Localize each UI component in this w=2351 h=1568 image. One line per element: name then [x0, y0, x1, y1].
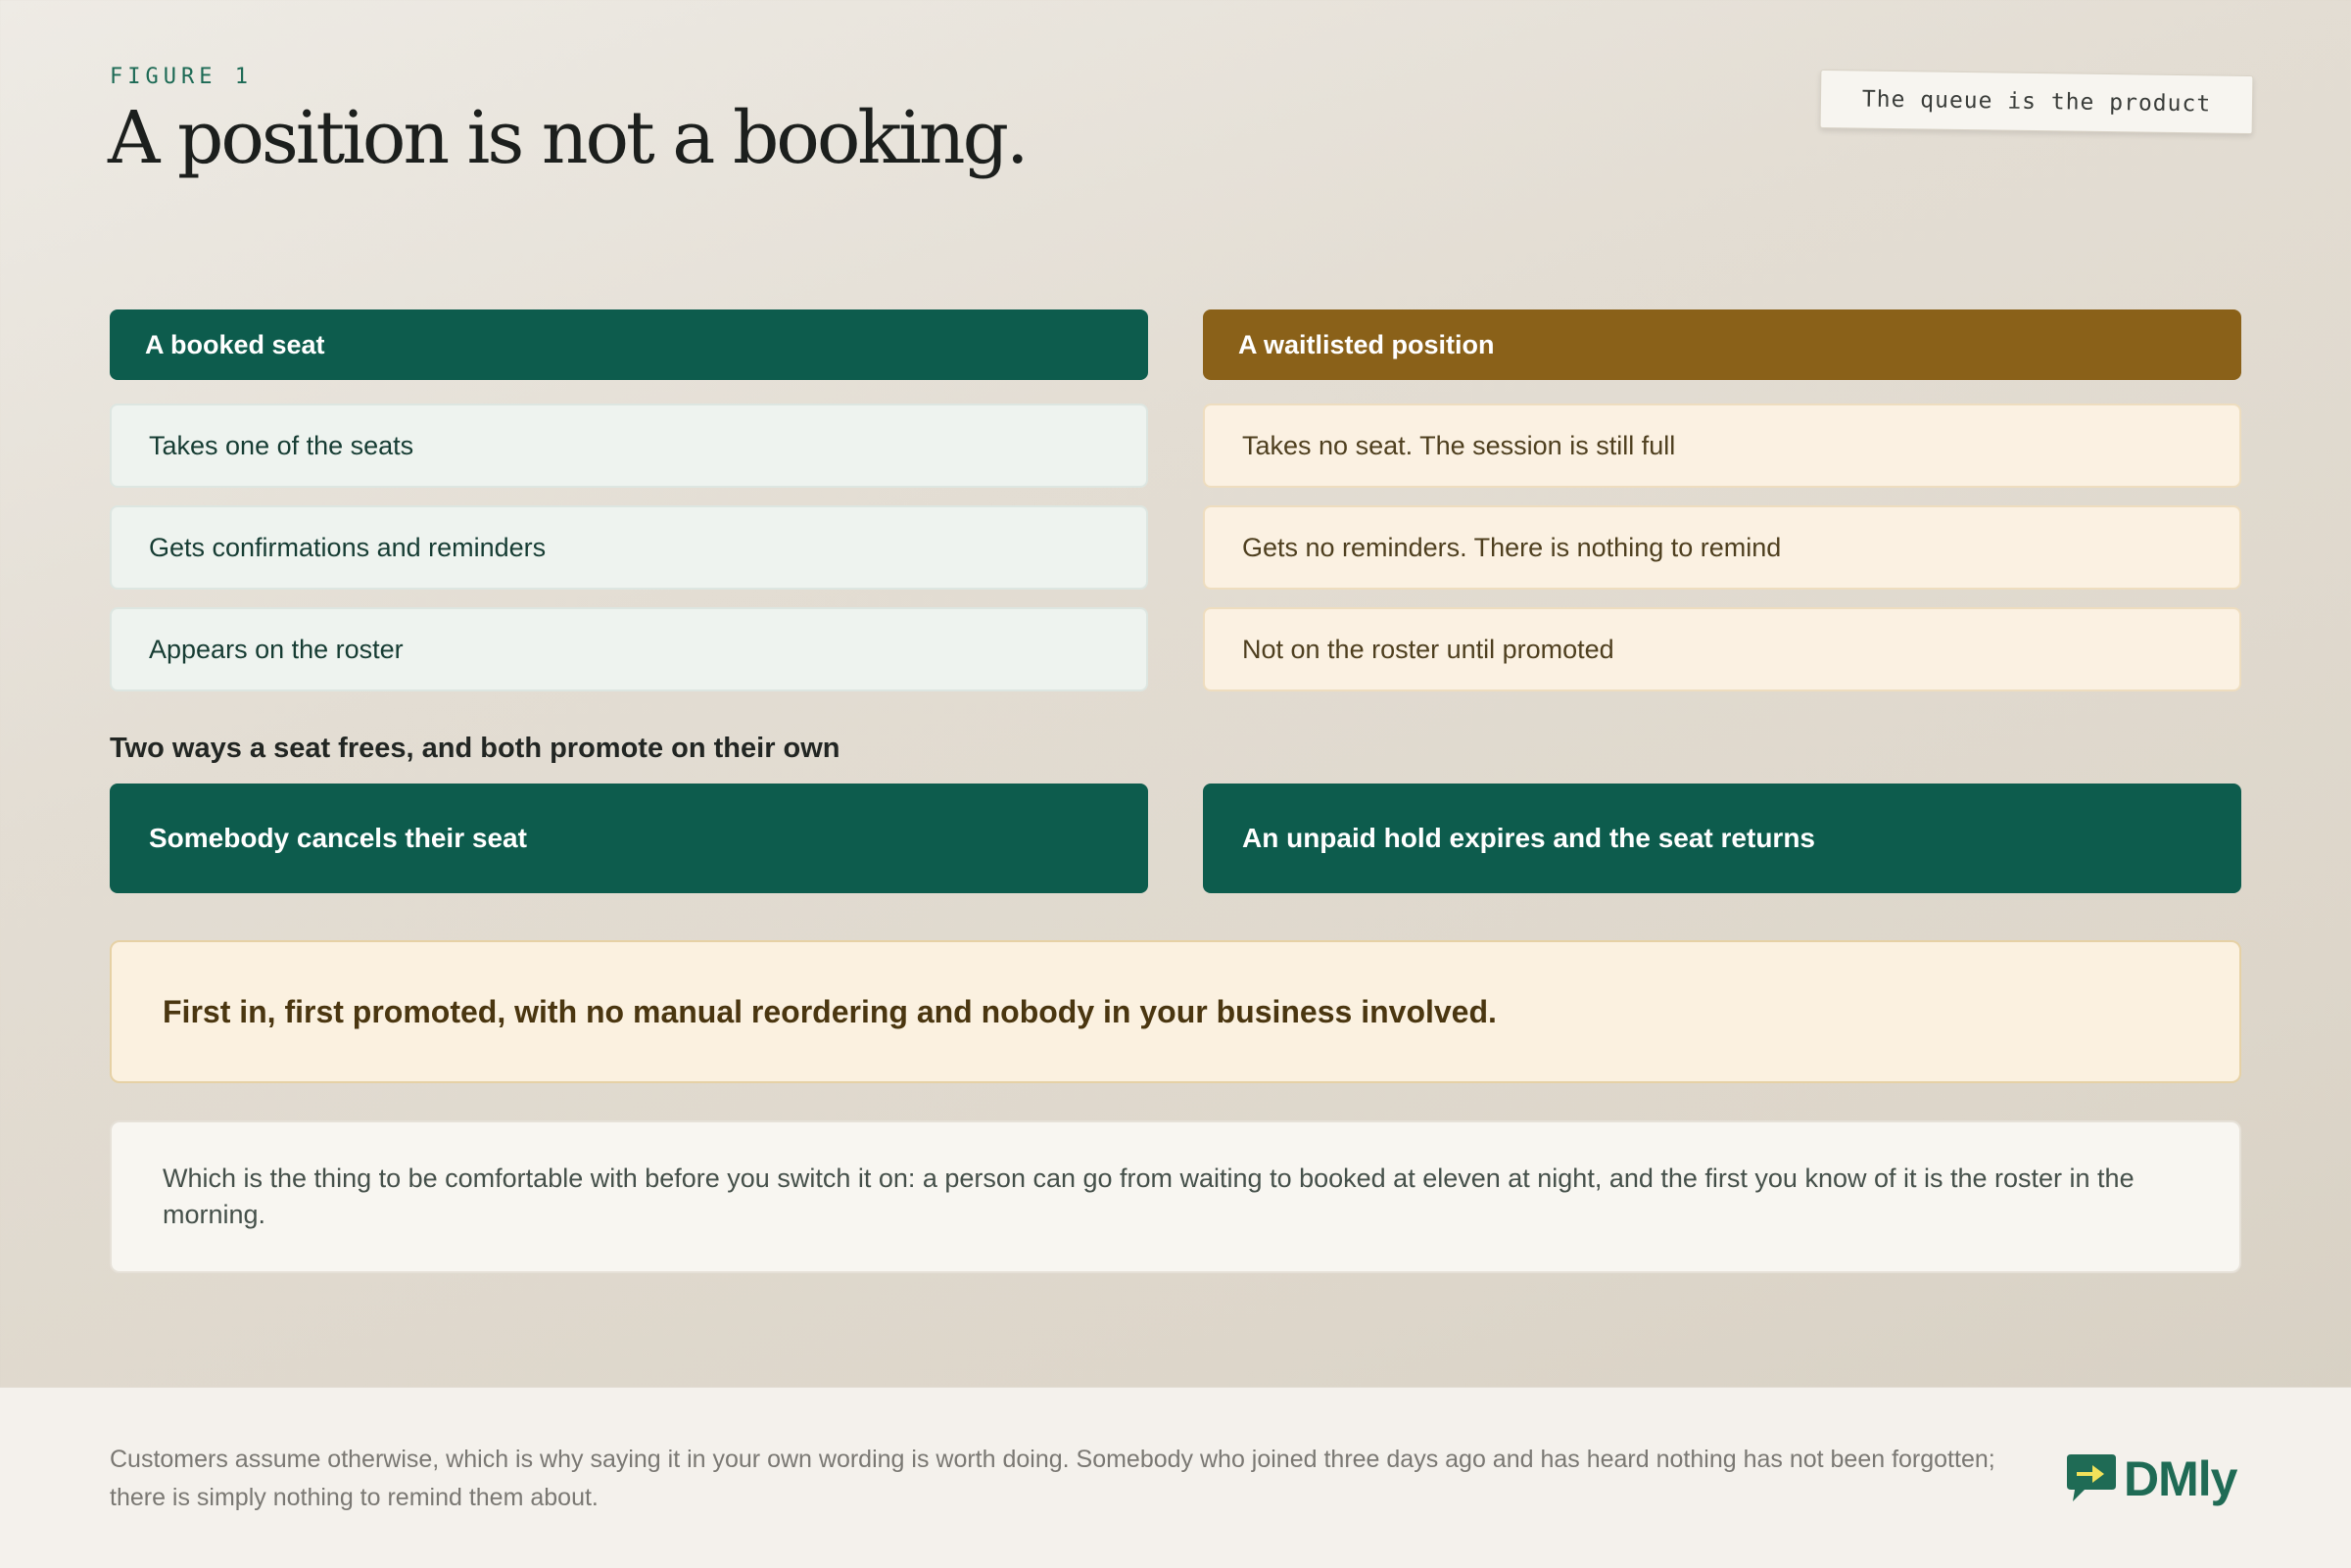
booked-item: Appears on the roster — [110, 607, 1148, 691]
promotion-rule-callout: First in, first promoted, with no manual reordering and nobody in your business involved. — [110, 940, 2241, 1083]
logo-wordmark: DMly — [2124, 1451, 2237, 1506]
footer — [0, 1387, 2351, 1568]
page-title: A position is not a booking. — [108, 96, 1027, 180]
explanatory-note: Which is the thing to be comfortable with before you switch it on: a person can go from waiting to booked at eleven at night, and the first you know of it is the roster in the morning. — [110, 1120, 2241, 1273]
figure-label: FIGURE 1 — [110, 65, 253, 89]
brand-logo[interactable] — [2063, 1450, 2236, 1507]
booked-seat-header: A booked seat — [110, 309, 1148, 380]
booked-item: Takes one of the seats — [110, 404, 1148, 488]
chat-bubble-arrow-icon — [2063, 1452, 2120, 1505]
triggers-heading: Two ways a seat frees, and both promote on their own — [110, 733, 840, 764]
waitlisted-item: Takes no seat. The session is still full — [1203, 404, 2241, 488]
footer-text: Customers assume otherwise, which is why saying it in your own wording is worth doing. Somebody who joined three days ago and has heard nothing has not been forgotten; there is simply nothing to remind them about. — [110, 1446, 1995, 1511]
tagline-note: The queue is the product — [1820, 70, 2254, 134]
booked-item: Gets confirmations and reminders — [110, 505, 1148, 590]
trigger-cancel: Somebody cancels their seat — [110, 784, 1148, 893]
trigger-hold-expires: An unpaid hold expires and the seat returns — [1203, 784, 2241, 893]
waitlisted-item: Gets no reminders. There is nothing to remind — [1203, 505, 2241, 590]
waitlisted-item: Not on the roster until promoted — [1203, 607, 2241, 691]
waitlisted-position-header: A waitlisted position — [1203, 309, 2241, 380]
